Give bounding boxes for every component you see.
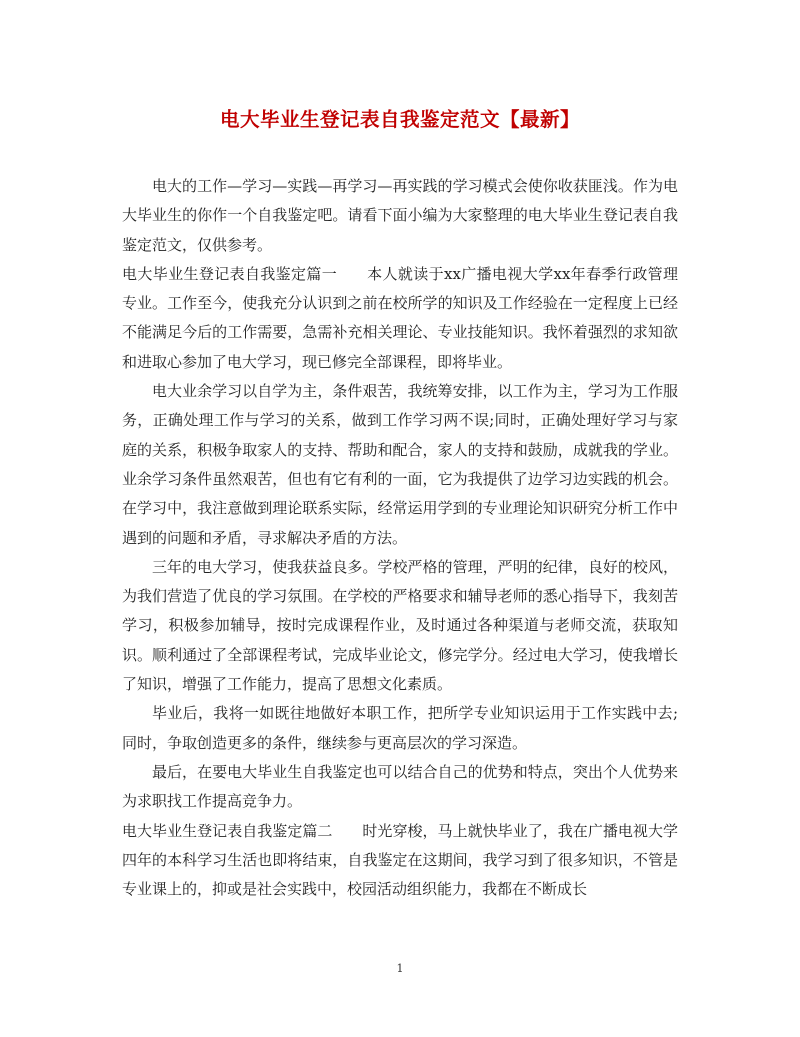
page-number: 1 — [396, 962, 404, 975]
section-1-paragraph — [122, 260, 678, 377]
document-title: 电大毕业生登记表自我鉴定范文【最新】 — [219, 108, 580, 131]
body-paragraph-2: 三年的电大学习，使我获益良多。学校严格的管理，严明的纪律，良好的校风，为我们营造了优良的学习氛围。在学校的严格要求和辅导老师的悉心指导下，我刻苦学习，积极参加辅导，按时完成课程作业，及时通过各种渠道与老师交流，获取知识。顺利通过了全部课程考试，完成毕业论文，修完学分。经过电大学习，使我增长了知识，增强了工作能力，提高了思想文化素质。 — [122, 557, 678, 694]
section-1-text: 本人就读于xx广播电视大学xx年春季行政管理专业。工作至今，使我充分认识到之前在校所学的知识及工作经验在一定程度上已经不能满足今后的工作需要，急需补充相关理论、专业技能知识。我怀着强烈的求知欲和进取心参加了电大学习，现已修完全部课程，即将毕业。 — [122, 264, 678, 371]
section-1-heading: 电大毕业生登记表自我鉴定篇一 — [122, 264, 338, 283]
section-2-paragraph — [122, 817, 678, 905]
document-body — [122, 172, 678, 904]
section-2-heading: 电大毕业生登记表自我鉴定篇二 — [122, 821, 333, 840]
intro-paragraph: 电大的工作—学习—实践—再学习—再实践的学习模式会使你收获匪浅。作为电大毕业生的你作一个自我鉴定吧。请看下面小编为大家整理的电大毕业生登记表自我鉴定范文，仅供参考。 — [122, 177, 678, 254]
body-paragraph-4: 最后，在要电大毕业生自我鉴定也可以结合自己的优势和特点，突出个人优势来为求职找工作提高竞争力。 — [122, 762, 678, 811]
section-2-text: 时光穿梭，马上就快毕业了，我在广播电视大学四年的本科学习生活也即将结束，自我鉴定在这期间，我学习到了很多知识，不管是专业课上的，抑或是社会实践中，校园活动组织能力，我都在不断成长 — [122, 821, 678, 899]
body-paragraph-1: 电大业余学习以自学为主，条件艰苦，我统筹安排，以工作为主，学习为工作服务，正确处理工作与学习的关系，做到工作学习两不误;同时，正确处理好学习与家庭的关系，积极争取家人的支持、帮助和配合，家人的支持和鼓励，成就我的学业。业余学习条件虽然艰苦，但也有它有利的一面，它为我提供了边学习边实践的机会。在学习中，我注意做到理论联系实际，经常运用学到的专业理论知识研究分析工作中遇到的问题和矛盾，寻求解决矛盾的方法。 — [122, 382, 678, 547]
body-paragraph-3: 毕业后，我将一如既往地做好本职工作，把所学专业知识运用于工作实践中去;同时，争取创造更多的条件，继续参与更高层次的学习深造。 — [122, 704, 678, 752]
